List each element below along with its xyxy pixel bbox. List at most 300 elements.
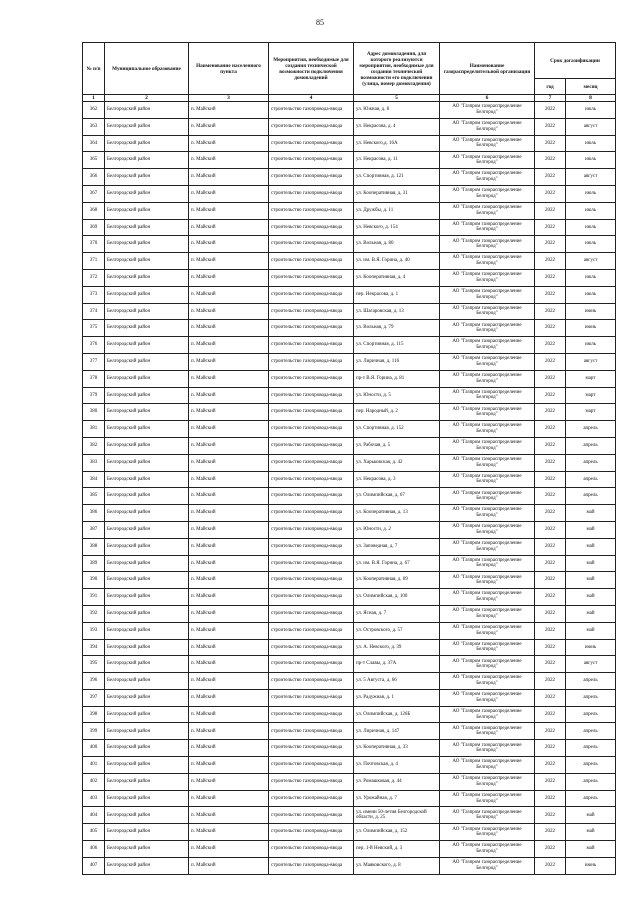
municipality-cell: Белгородский район [105,790,189,807]
settlement-cell: п. Майский [189,656,269,673]
activity-cell: строительство газопровода-ввода [269,572,354,589]
year-cell: 2022 [535,303,566,320]
year-cell: 2022 [535,622,566,639]
year-cell: 2022 [535,102,566,119]
row-number: 400 [83,740,105,757]
header-month: месяц [566,79,616,95]
organization-cell: АО "Газпром газораспределение Белгород" [440,202,535,219]
organization-cell: АО "Газпром газораспределение Белгород" [440,841,535,858]
year-cell: 2022 [535,773,566,790]
row-number: 383 [83,454,105,471]
month-cell: июль [566,269,616,286]
activity-cell: строительство газопровода-ввода [269,202,354,219]
municipality-cell: Белгородский район [105,471,189,488]
municipality-cell: Белгородский район [105,185,189,202]
year-cell: 2022 [535,219,566,236]
year-cell: 2022 [535,824,566,841]
settlement-cell: п. Майский [189,639,269,656]
column-number: 7 [535,95,566,102]
month-cell: июнь [566,857,616,874]
month-cell: август [566,118,616,135]
settlement-cell: п. Майский [189,118,269,135]
year-cell: 2022 [535,538,566,555]
address-cell: ул. Некрасова, д. 4 [354,118,440,135]
address-cell: ул. Олимпийская, д. 152 [354,824,440,841]
address-cell: ул. Урожайная, д. 7 [354,790,440,807]
month-cell: май [566,824,616,841]
organization-cell: АО "Газпром газораспределение Белгород" [440,269,535,286]
table-row [83,824,616,841]
address-cell: ул. Невского, д. 154 [354,219,440,236]
address-cell: пр-т В.Я. Горина, д. 81 [354,370,440,387]
month-cell: июнь [566,320,616,337]
activity-cell: строительство газопровода-ввода [269,505,354,522]
settlement-cell: п. Майский [189,202,269,219]
month-cell: май [566,589,616,606]
settlement-cell: п. Майский [189,185,269,202]
row-number: 377 [83,353,105,370]
organization-cell: АО "Газпром газораспределение Белгород" [440,639,535,656]
municipality-cell: Белгородский район [105,807,189,824]
activity-cell: строительство газопровода-ввода [269,269,354,286]
year-cell: 2022 [535,555,566,572]
month-cell: июль [566,236,616,253]
month-cell: июль [566,185,616,202]
address-cell: ул. Спортивная, д. 152 [354,421,440,438]
activity-cell: строительство газопровода-ввода [269,404,354,421]
address-cell: ул. Вольная, д. 80 [354,236,440,253]
table-row [83,639,616,656]
municipality-cell: Белгородский район [105,521,189,538]
row-number: 395 [83,656,105,673]
organization-cell: АО "Газпром газораспределение Белгород" [440,773,535,790]
table-row [83,521,616,538]
month-cell: май [566,521,616,538]
month-cell: апрель [566,740,616,757]
organization-cell: АО "Газпром газораспределение Белгород" [440,437,535,454]
header-address: Адрес домовладения, для которого реализуются мероприятия, необходимые для создания технической возможности его подключения (улица, номер домовладения) [354,43,440,95]
year-cell: 2022 [535,757,566,774]
year-cell: 2022 [535,656,566,673]
municipality-cell: Белгородский район [105,706,189,723]
settlement-cell: п. Майский [189,437,269,454]
row-number: 404 [83,807,105,824]
municipality-cell: Белгородский район [105,370,189,387]
settlement-cell: п. Майский [189,773,269,790]
table-row [83,152,616,169]
table-body [83,102,616,875]
row-number: 380 [83,404,105,421]
column-number: 8 [566,95,616,102]
address-cell: ул. Кооперативная, д. 33 [354,740,440,757]
organization-cell: АО "Газпром газораспределение Белгород" [440,673,535,690]
table-row [83,723,616,740]
organization-cell: АО "Газпром газораспределение Белгород" [440,824,535,841]
year-cell: 2022 [535,505,566,522]
organization-cell: АО "Газпром газораспределение Белгород" [440,807,535,824]
table-row [83,773,616,790]
settlement-cell: п. Майский [189,236,269,253]
column-number: 6 [440,95,535,102]
municipality-cell: Белгородский район [105,605,189,622]
settlement-cell: п. Майский [189,824,269,841]
address-cell: ул. им. В.Я. Горина, д. 40 [354,253,440,270]
activity-cell: строительство газопровода-ввода [269,555,354,572]
organization-cell: АО "Газпром газораспределение Белгород" [440,303,535,320]
organization-cell: АО "Газпром газораспределение Белгород" [440,723,535,740]
year-cell: 2022 [535,169,566,186]
address-cell: ул. имени 50-летия Белгородской области, д. 25 [354,807,440,824]
address-cell: ул. Ясная, д. 7 [354,605,440,622]
activity-cell: строительство газопровода-ввода [269,236,354,253]
row-number: 384 [83,471,105,488]
municipality-cell: Белгородский район [105,387,189,404]
settlement-cell: п. Майский [189,135,269,152]
address-cell: пер. 1-й Невский, д. 3 [354,841,440,858]
organization-cell: АО "Газпром газораспределение Белгород" [440,219,535,236]
table-row [83,790,616,807]
organization-cell: АО "Газпром газораспределение Белгород" [440,102,535,119]
organization-cell: АО "Газпром газораспределение Белгород" [440,706,535,723]
settlement-cell: п. Майский [189,102,269,119]
activity-cell: строительство газопровода-ввода [269,807,354,824]
year-cell: 2022 [535,185,566,202]
row-number: 367 [83,185,105,202]
row-number: 386 [83,505,105,522]
year-cell: 2022 [535,639,566,656]
header-organization: Наименование газораспределительной организации [440,43,535,95]
settlement-cell: п. Майский [189,538,269,555]
settlement-cell: п. Майский [189,521,269,538]
header-year: год [535,79,566,95]
month-cell: апрель [566,421,616,438]
column-number: 3 [189,95,269,102]
activity-cell: строительство газопровода-ввода [269,622,354,639]
organization-cell: АО "Газпром газораспределение Белгород" [440,169,535,186]
year-cell: 2022 [535,572,566,589]
gasification-table [82,42,616,875]
table-row [83,202,616,219]
municipality-cell: Белгородский район [105,337,189,354]
year-cell: 2022 [535,689,566,706]
activity-cell: строительство газопровода-ввода [269,118,354,135]
organization-cell: АО "Газпром газораспределение Белгород" [440,337,535,354]
activity-cell: строительство газопровода-ввода [269,253,354,270]
activity-cell: строительство газопровода-ввода [269,437,354,454]
address-cell: пр-т Славы, д. 37А [354,656,440,673]
settlement-cell: п. Майский [189,370,269,387]
activity-cell: строительство газопровода-ввода [269,673,354,690]
address-cell: ул. Вольная, д. 79 [354,320,440,337]
organization-cell: АО "Газпром газораспределение Белгород" [440,505,535,522]
column-number: 4 [269,95,354,102]
year-cell: 2022 [535,589,566,606]
row-number: 370 [83,236,105,253]
table-row [83,387,616,404]
header-settlement: Наименование населенного пункта [189,43,269,95]
address-cell: ул. Рабочая, д. 5 [354,437,440,454]
settlement-cell: п. Майский [189,857,269,874]
table-row [83,589,616,606]
row-number: 403 [83,790,105,807]
table-row [83,269,616,286]
municipality-cell: Белгородский район [105,219,189,236]
table-row [83,572,616,589]
row-number: 376 [83,337,105,354]
settlement-cell: п. Майский [189,740,269,757]
organization-cell: АО "Газпром газораспределение Белгород" [440,790,535,807]
activity-cell: строительство газопровода-ввода [269,454,354,471]
municipality-cell: Белгородский район [105,118,189,135]
row-number: 397 [83,689,105,706]
activity-cell: строительство газопровода-ввода [269,857,354,874]
year-cell: 2022 [535,236,566,253]
settlement-cell: п. Майский [189,589,269,606]
activity-cell: строительство газопровода-ввода [269,488,354,505]
activity-cell: строительство газопровода-ввода [269,773,354,790]
activity-cell: строительство газопровода-ввода [269,824,354,841]
organization-cell: АО "Газпром газораспределение Белгород" [440,589,535,606]
month-cell: июль [566,286,616,303]
table-row [83,135,616,152]
column-number-row [83,95,616,102]
table-row [83,471,616,488]
row-number: 379 [83,387,105,404]
municipality-cell: Белгородский район [105,841,189,858]
activity-cell: строительство газопровода-ввода [269,370,354,387]
settlement-cell: п. Майский [189,353,269,370]
municipality-cell: Белгородский район [105,656,189,673]
row-number: 378 [83,370,105,387]
municipality-cell: Белгородский район [105,102,189,119]
table-row [83,286,616,303]
year-cell: 2022 [535,471,566,488]
settlement-cell: п. Майский [189,807,269,824]
table-row [83,605,616,622]
row-number: 394 [83,639,105,656]
month-cell: апрель [566,723,616,740]
municipality-cell: Белгородский район [105,404,189,421]
organization-cell: АО "Газпром газораспределение Белгород" [440,555,535,572]
year-cell: 2022 [535,152,566,169]
year-cell: 2022 [535,723,566,740]
month-cell: июль [566,135,616,152]
month-cell: июль [566,337,616,354]
address-cell: ул. Заповедная, д. 7 [354,538,440,555]
table-row [83,404,616,421]
row-number: 398 [83,706,105,723]
row-number: 387 [83,521,105,538]
address-cell: ул. им. В.Я. Горина, д. 67 [354,555,440,572]
table-row [83,488,616,505]
settlement-cell: п. Майский [189,555,269,572]
municipality-cell: Белгородский район [105,135,189,152]
address-cell: ул. Дружбы, д. 11 [354,202,440,219]
address-cell: ул. Лиричная, д. 116 [354,353,440,370]
address-cell: ул. Некрасова, д. 11 [354,152,440,169]
activity-cell: строительство газопровода-ввода [269,521,354,538]
settlement-cell: п. Майский [189,169,269,186]
address-cell: ул. Кооперативная, д. 31 [354,185,440,202]
address-cell: ул. Островского, д. 57 [354,622,440,639]
month-cell: апрель [566,790,616,807]
table-row [83,740,616,757]
activity-cell: строительство газопровода-ввода [269,102,354,119]
table-row [83,437,616,454]
address-cell: ул. Кооперативная, д. 13 [354,505,440,522]
row-number: 371 [83,253,105,270]
municipality-cell: Белгородский район [105,538,189,555]
table-row [83,757,616,774]
month-cell: май [566,807,616,824]
organization-cell: АО "Газпром газораспределение Белгород" [440,689,535,706]
municipality-cell: Белгородский район [105,857,189,874]
row-number: 396 [83,673,105,690]
activity-cell: строительство газопровода-ввода [269,757,354,774]
organization-cell: АО "Газпром газораспределение Белгород" [440,605,535,622]
address-cell: ул. Олимпийская, д. 100 [354,589,440,606]
activity-cell: строительство газопровода-ввода [269,589,354,606]
year-cell: 2022 [535,286,566,303]
table-row [83,303,616,320]
row-number: 385 [83,488,105,505]
address-cell: ул. Некрасова, д. 3 [354,471,440,488]
year-cell: 2022 [535,320,566,337]
activity-cell: строительство газопровода-ввода [269,841,354,858]
row-number: 392 [83,605,105,622]
address-cell: пер. Народный, д. 2 [354,404,440,421]
organization-cell: АО "Газпром газораспределение Белгород" [440,757,535,774]
table-row [83,656,616,673]
year-cell: 2022 [535,253,566,270]
row-number: 366 [83,169,105,186]
address-cell: ул. Лиричная, д. 147 [354,723,440,740]
column-number: 1 [83,95,105,102]
month-cell: май [566,538,616,555]
month-cell: август [566,169,616,186]
year-cell: 2022 [535,370,566,387]
row-number: 374 [83,303,105,320]
table-row [83,185,616,202]
column-number: 2 [105,95,189,102]
table-row [83,841,616,858]
row-number: 381 [83,421,105,438]
settlement-cell: п. Майский [189,337,269,354]
organization-cell: АО "Газпром газораспределение Белгород" [440,471,535,488]
settlement-cell: п. Майский [189,572,269,589]
year-cell: 2022 [535,421,566,438]
row-number: 389 [83,555,105,572]
settlement-cell: п. Майский [189,253,269,270]
month-cell: май [566,505,616,522]
row-number: 399 [83,723,105,740]
month-cell: май [566,841,616,858]
municipality-cell: Белгородский район [105,303,189,320]
municipality-cell: Белгородский район [105,773,189,790]
municipality-cell: Белгородский район [105,505,189,522]
year-cell: 2022 [535,807,566,824]
row-number: 388 [83,538,105,555]
row-number: 382 [83,437,105,454]
settlement-cell: п. Майский [189,471,269,488]
address-cell: ул. Маяковского, д. 8 [354,857,440,874]
header-num: № п/п [83,43,105,95]
municipality-cell: Белгородский район [105,622,189,639]
year-cell: 2022 [535,118,566,135]
table-row [83,689,616,706]
municipality-cell: Белгородский район [105,689,189,706]
settlement-cell: п. Майский [189,841,269,858]
organization-cell: АО "Газпром газораспределение Белгород" [440,521,535,538]
settlement-cell: п. Майский [189,421,269,438]
organization-cell: АО "Газпром газораспределение Белгород" [440,572,535,589]
table-row [83,118,616,135]
municipality-cell: Белгородский район [105,740,189,757]
table-row [83,505,616,522]
month-cell: июнь [566,303,616,320]
activity-cell: строительство газопровода-ввода [269,286,354,303]
activity-cell: строительство газопровода-ввода [269,656,354,673]
settlement-cell: п. Майский [189,505,269,522]
year-cell: 2022 [535,387,566,404]
settlement-cell: п. Майский [189,286,269,303]
activity-cell: строительство газопровода-ввода [269,353,354,370]
row-number: 401 [83,757,105,774]
year-cell: 2022 [535,790,566,807]
organization-cell: АО "Газпром газораспределение Белгород" [440,387,535,404]
table-row [83,253,616,270]
organization-cell: АО "Газпром газораспределение Белгород" [440,135,535,152]
organization-cell: АО "Газпром газораспределение Белгород" [440,740,535,757]
activity-cell: строительство газопровода-ввода [269,740,354,757]
year-cell: 2022 [535,202,566,219]
year-cell: 2022 [535,269,566,286]
address-cell: ул. Харьковская, д. 42 [354,454,440,471]
organization-cell: АО "Газпром газораспределение Белгород" [440,421,535,438]
row-number: 372 [83,269,105,286]
activity-cell: строительство газопровода-ввода [269,723,354,740]
municipality-cell: Белгородский район [105,824,189,841]
month-cell: июль [566,152,616,169]
activity-cell: строительство газопровода-ввода [269,689,354,706]
address-cell: ул. Олимпийская, д. 126Б [354,706,440,723]
row-number: 390 [83,572,105,589]
month-cell: апрель [566,689,616,706]
municipality-cell: Белгородский район [105,437,189,454]
table-row [83,857,616,874]
year-cell: 2022 [535,454,566,471]
organization-cell: АО "Газпром газораспределение Белгород" [440,320,535,337]
month-cell: август [566,353,616,370]
settlement-cell: п. Майский [189,622,269,639]
municipality-cell: Белгородский район [105,152,189,169]
table-row [83,337,616,354]
settlement-cell: п. Майский [189,404,269,421]
organization-cell: АО "Газпром газораспределение Белгород" [440,370,535,387]
settlement-cell: п. Майский [189,673,269,690]
address-cell: ул. Шагаровская, д. 13 [354,303,440,320]
row-number: 406 [83,841,105,858]
municipality-cell: Белгородский район [105,353,189,370]
row-number: 391 [83,589,105,606]
year-cell: 2022 [535,353,566,370]
organization-cell: АО "Газпром газораспределение Белгород" [440,622,535,639]
address-cell: ул. Невского,д. 16А [354,135,440,152]
organization-cell: АО "Газпром газораспределение Белгород" [440,404,535,421]
year-cell: 2022 [535,437,566,454]
month-cell: апрель [566,437,616,454]
month-cell: март [566,370,616,387]
